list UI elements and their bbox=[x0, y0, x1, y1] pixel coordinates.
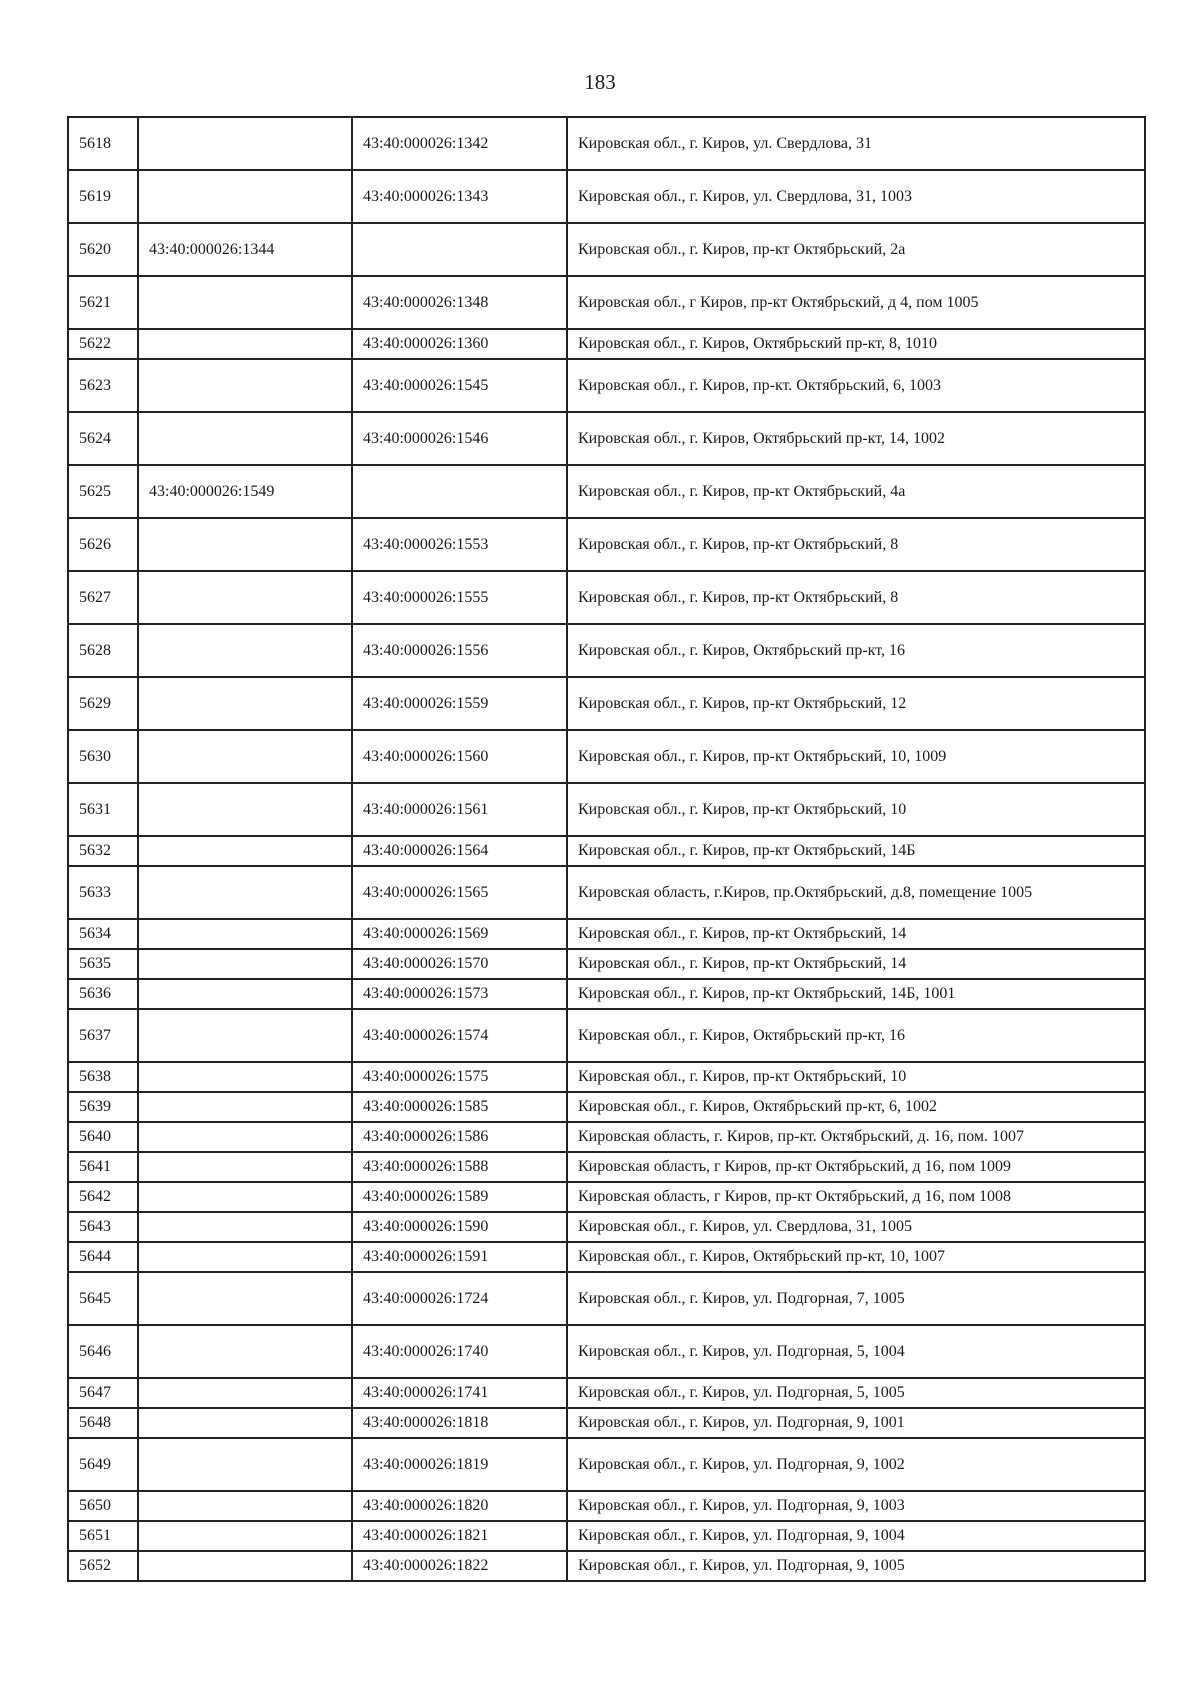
table-row bbox=[68, 1009, 1145, 1062]
table-row bbox=[68, 919, 1145, 949]
row-number-cell: 5631 bbox=[68, 783, 138, 836]
address-cell: Кировская обл., г. Киров, ул. Подгорная, 5, 1004 bbox=[567, 1325, 1145, 1378]
land-cadastral-number-cell bbox=[138, 949, 352, 979]
row-number-cell: 5634 bbox=[68, 919, 138, 949]
address-cell: Кировская обл., г. Киров, Октябрьский пр-кт, 10, 1007 bbox=[567, 1242, 1145, 1272]
address-cell: Кировская обл., г. Киров, пр-кт Октябрьский, 14Б, 1001 bbox=[567, 979, 1145, 1009]
row-number-cell: 5618 bbox=[68, 117, 138, 170]
row-number-cell: 5636 bbox=[68, 979, 138, 1009]
row-number-cell: 5632 bbox=[68, 836, 138, 866]
object-cadastral-number-cell: 43:40:000026:1348 bbox=[352, 276, 567, 329]
address-cell: Кировская обл., г. Киров, пр-кт Октябрьский, 2а bbox=[567, 223, 1145, 276]
row-number-cell: 5645 bbox=[68, 1272, 138, 1325]
land-cadastral-number-cell bbox=[138, 1272, 352, 1325]
object-cadastral-number-cell: 43:40:000026:1821 bbox=[352, 1521, 567, 1551]
table-row bbox=[68, 1062, 1145, 1092]
table-row bbox=[68, 730, 1145, 783]
address-cell: Кировская обл., г. Киров, Октябрьский пр-кт, 16 bbox=[567, 1009, 1145, 1062]
table-row bbox=[68, 276, 1145, 329]
land-cadastral-number-cell bbox=[138, 1325, 352, 1378]
table-row bbox=[68, 465, 1145, 518]
land-cadastral-number-cell: 43:40:000026:1344 bbox=[138, 223, 352, 276]
address-cell: Кировская обл., г. Киров, ул. Свердлова, 31, 1003 bbox=[567, 170, 1145, 223]
table-row bbox=[68, 170, 1145, 223]
object-cadastral-number-cell: 43:40:000026:1342 bbox=[352, 117, 567, 170]
object-cadastral-number-cell bbox=[352, 465, 567, 518]
row-number-cell: 5620 bbox=[68, 223, 138, 276]
table-row bbox=[68, 1438, 1145, 1491]
land-cadastral-number-cell bbox=[138, 571, 352, 624]
land-cadastral-number-cell bbox=[138, 1378, 352, 1408]
address-cell: Кировская обл., г. Киров, пр-кт Октябрьский, 8 bbox=[567, 518, 1145, 571]
row-number-cell: 5619 bbox=[68, 170, 138, 223]
address-cell: Кировская обл., г. Киров, Октябрьский пр-кт, 6, 1002 bbox=[567, 1092, 1145, 1122]
table-row bbox=[68, 1182, 1145, 1212]
row-number-cell: 5641 bbox=[68, 1152, 138, 1182]
table-row bbox=[68, 1092, 1145, 1122]
row-number-cell: 5644 bbox=[68, 1242, 138, 1272]
table-row bbox=[68, 571, 1145, 624]
address-cell: Кировская обл., г. Киров, пр-кт Октябрьский, 8 bbox=[567, 571, 1145, 624]
land-cadastral-number-cell bbox=[138, 329, 352, 359]
table-row bbox=[68, 836, 1145, 866]
object-cadastral-number-cell: 43:40:000026:1586 bbox=[352, 1122, 567, 1152]
row-number-cell: 5652 bbox=[68, 1551, 138, 1581]
row-number-cell: 5638 bbox=[68, 1062, 138, 1092]
address-cell: Кировская обл., г. Киров, Октябрьский пр-кт, 16 bbox=[567, 624, 1145, 677]
land-cadastral-number-cell bbox=[138, 518, 352, 571]
object-cadastral-number-cell: 43:40:000026:1569 bbox=[352, 919, 567, 949]
table-row bbox=[68, 1408, 1145, 1438]
object-cadastral-number-cell: 43:40:000026:1546 bbox=[352, 412, 567, 465]
object-cadastral-number-cell: 43:40:000026:1574 bbox=[352, 1009, 567, 1062]
page-number: 183 bbox=[584, 70, 616, 94]
land-cadastral-number-cell bbox=[138, 412, 352, 465]
address-cell: Кировская обл., г. Киров, ул. Подгорная, 9, 1001 bbox=[567, 1408, 1145, 1438]
row-number-cell: 5650 bbox=[68, 1491, 138, 1521]
object-cadastral-number-cell: 43:40:000026:1575 bbox=[352, 1062, 567, 1092]
land-cadastral-number-cell bbox=[138, 783, 352, 836]
row-number-cell: 5639 bbox=[68, 1092, 138, 1122]
object-cadastral-number-cell: 43:40:000026:1820 bbox=[352, 1491, 567, 1521]
address-cell: Кировская обл., г. Киров, Октябрьский пр-кт, 14, 1002 bbox=[567, 412, 1145, 465]
object-cadastral-number-cell: 43:40:000026:1573 bbox=[352, 979, 567, 1009]
row-number-cell: 5623 bbox=[68, 359, 138, 412]
table-row bbox=[68, 1378, 1145, 1408]
object-cadastral-number-cell: 43:40:000026:1591 bbox=[352, 1242, 567, 1272]
address-cell: Кировская обл., г. Киров, пр-кт Октябрьский, 10, 1009 bbox=[567, 730, 1145, 783]
object-cadastral-number-cell: 43:40:000026:1740 bbox=[352, 1325, 567, 1378]
land-cadastral-number-cell bbox=[138, 1212, 352, 1242]
address-cell: Кировская обл., г. Киров, пр-кт Октябрьский, 12 bbox=[567, 677, 1145, 730]
land-cadastral-number-cell bbox=[138, 170, 352, 223]
address-cell: Кировская обл., г. Киров, пр-кт Октябрьский, 14 bbox=[567, 919, 1145, 949]
row-number-cell: 5646 bbox=[68, 1325, 138, 1378]
object-cadastral-number-cell: 43:40:000026:1819 bbox=[352, 1438, 567, 1491]
row-number-cell: 5637 bbox=[68, 1009, 138, 1062]
registry-table bbox=[67, 116, 1146, 1582]
land-cadastral-number-cell bbox=[138, 836, 352, 866]
land-cadastral-number-cell bbox=[138, 919, 352, 949]
table-row bbox=[68, 359, 1145, 412]
land-cadastral-number-cell: 43:40:000026:1549 bbox=[138, 465, 352, 518]
object-cadastral-number-cell: 43:40:000026:1559 bbox=[352, 677, 567, 730]
land-cadastral-number-cell bbox=[138, 1551, 352, 1581]
object-cadastral-number-cell: 43:40:000026:1565 bbox=[352, 866, 567, 919]
row-number-cell: 5640 bbox=[68, 1122, 138, 1152]
address-cell: Кировская область, г Киров, пр-кт Октябрьский, д 16, пом 1009 bbox=[567, 1152, 1145, 1182]
address-cell: Кировская обл., г. Киров, пр-кт Октябрьский, 14 bbox=[567, 949, 1145, 979]
table-row bbox=[68, 1152, 1145, 1182]
table-row bbox=[68, 979, 1145, 1009]
table-row bbox=[68, 1122, 1145, 1152]
address-cell: Кировская обл., г. Киров, ул. Подгорная, 9, 1003 bbox=[567, 1491, 1145, 1521]
address-cell: Кировская обл., г. Киров, ул. Свердлова, 31 bbox=[567, 117, 1145, 170]
object-cadastral-number-cell bbox=[352, 223, 567, 276]
row-number-cell: 5633 bbox=[68, 866, 138, 919]
table-row bbox=[68, 677, 1145, 730]
row-number-cell: 5630 bbox=[68, 730, 138, 783]
object-cadastral-number-cell: 43:40:000026:1585 bbox=[352, 1092, 567, 1122]
table-row bbox=[68, 949, 1145, 979]
address-cell: Кировская область, г. Киров, пр-кт. Октябрьский, д. 16, пом. 1007 bbox=[567, 1122, 1145, 1152]
address-cell: Кировская обл., г. Киров, пр-кт Октябрьский, 14Б bbox=[567, 836, 1145, 866]
object-cadastral-number-cell: 43:40:000026:1570 bbox=[352, 949, 567, 979]
object-cadastral-number-cell: 43:40:000026:1561 bbox=[352, 783, 567, 836]
land-cadastral-number-cell bbox=[138, 359, 352, 412]
row-number-cell: 5626 bbox=[68, 518, 138, 571]
address-cell: Кировская обл., г. Киров, ул. Подгорная, 9, 1002 bbox=[567, 1438, 1145, 1491]
table-row bbox=[68, 329, 1145, 359]
row-number-cell: 5642 bbox=[68, 1182, 138, 1212]
address-cell: Кировская обл., г. Киров, пр-кт Октябрьский, 10 bbox=[567, 783, 1145, 836]
land-cadastral-number-cell bbox=[138, 117, 352, 170]
address-cell: Кировская обл., г. Киров, ул. Подгорная, 7, 1005 bbox=[567, 1272, 1145, 1325]
address-cell: Кировская область, г Киров, пр-кт Октябрьский, д 16, пом 1008 bbox=[567, 1182, 1145, 1212]
object-cadastral-number-cell: 43:40:000026:1741 bbox=[352, 1378, 567, 1408]
address-cell: Кировская обл., г. Киров, Октябрьский пр-кт, 8, 1010 bbox=[567, 329, 1145, 359]
land-cadastral-number-cell bbox=[138, 1491, 352, 1521]
address-cell: Кировская обл., г Киров, пр-кт Октябрьский, д 4, пом 1005 bbox=[567, 276, 1145, 329]
land-cadastral-number-cell bbox=[138, 677, 352, 730]
row-number-cell: 5649 bbox=[68, 1438, 138, 1491]
object-cadastral-number-cell: 43:40:000026:1590 bbox=[352, 1212, 567, 1242]
row-number-cell: 5629 bbox=[68, 677, 138, 730]
row-number-cell: 5622 bbox=[68, 329, 138, 359]
object-cadastral-number-cell: 43:40:000026:1822 bbox=[352, 1551, 567, 1581]
object-cadastral-number-cell: 43:40:000026:1545 bbox=[352, 359, 567, 412]
table-row bbox=[68, 624, 1145, 677]
land-cadastral-number-cell bbox=[138, 1152, 352, 1182]
address-cell: Кировская обл., г. Киров, ул. Подгорная, 9, 1004 bbox=[567, 1521, 1145, 1551]
land-cadastral-number-cell bbox=[138, 1438, 352, 1491]
table-row bbox=[68, 1212, 1145, 1242]
table-row bbox=[68, 866, 1145, 919]
table-row bbox=[68, 1551, 1145, 1581]
row-number-cell: 5651 bbox=[68, 1521, 138, 1551]
object-cadastral-number-cell: 43:40:000026:1555 bbox=[352, 571, 567, 624]
land-cadastral-number-cell bbox=[138, 624, 352, 677]
object-cadastral-number-cell: 43:40:000026:1588 bbox=[352, 1152, 567, 1182]
land-cadastral-number-cell bbox=[138, 1242, 352, 1272]
row-number-cell: 5625 bbox=[68, 465, 138, 518]
row-number-cell: 5621 bbox=[68, 276, 138, 329]
land-cadastral-number-cell bbox=[138, 1521, 352, 1551]
land-cadastral-number-cell bbox=[138, 1182, 352, 1212]
object-cadastral-number-cell: 43:40:000026:1564 bbox=[352, 836, 567, 866]
land-cadastral-number-cell bbox=[138, 979, 352, 1009]
land-cadastral-number-cell bbox=[138, 1122, 352, 1152]
table-row bbox=[68, 783, 1145, 836]
land-cadastral-number-cell bbox=[138, 1092, 352, 1122]
table-row bbox=[68, 518, 1145, 571]
table-row bbox=[68, 1491, 1145, 1521]
row-number-cell: 5647 bbox=[68, 1378, 138, 1408]
table-row bbox=[68, 223, 1145, 276]
row-number-cell: 5628 bbox=[68, 624, 138, 677]
land-cadastral-number-cell bbox=[138, 276, 352, 329]
object-cadastral-number-cell: 43:40:000026:1724 bbox=[352, 1272, 567, 1325]
land-cadastral-number-cell bbox=[138, 1408, 352, 1438]
table-row bbox=[68, 1242, 1145, 1272]
land-cadastral-number-cell bbox=[138, 730, 352, 783]
object-cadastral-number-cell: 43:40:000026:1343 bbox=[352, 170, 567, 223]
row-number-cell: 5627 bbox=[68, 571, 138, 624]
table-row bbox=[68, 1325, 1145, 1378]
object-cadastral-number-cell: 43:40:000026:1818 bbox=[352, 1408, 567, 1438]
address-cell: Кировская обл., г. Киров, ул. Подгорная, 5, 1005 bbox=[567, 1378, 1145, 1408]
object-cadastral-number-cell: 43:40:000026:1360 bbox=[352, 329, 567, 359]
table-row bbox=[68, 1521, 1145, 1551]
address-cell: Кировская обл., г. Киров, пр-кт. Октябрьский, 6, 1003 bbox=[567, 359, 1145, 412]
table-row bbox=[68, 1272, 1145, 1325]
table-row bbox=[68, 117, 1145, 170]
registry-table-body bbox=[68, 117, 1145, 1581]
address-cell: Кировская обл., г. Киров, ул. Подгорная, 9, 1005 bbox=[567, 1551, 1145, 1581]
row-number-cell: 5624 bbox=[68, 412, 138, 465]
land-cadastral-number-cell bbox=[138, 1009, 352, 1062]
address-cell: Кировская обл., г. Киров, ул. Свердлова, 31, 1005 bbox=[567, 1212, 1145, 1242]
row-number-cell: 5643 bbox=[68, 1212, 138, 1242]
address-cell: Кировская обл., г. Киров, пр-кт Октябрьский, 10 bbox=[567, 1062, 1145, 1092]
object-cadastral-number-cell: 43:40:000026:1560 bbox=[352, 730, 567, 783]
row-number-cell: 5635 bbox=[68, 949, 138, 979]
table-row bbox=[68, 412, 1145, 465]
object-cadastral-number-cell: 43:40:000026:1589 bbox=[352, 1182, 567, 1212]
land-cadastral-number-cell bbox=[138, 866, 352, 919]
land-cadastral-number-cell bbox=[138, 1062, 352, 1092]
object-cadastral-number-cell: 43:40:000026:1553 bbox=[352, 518, 567, 571]
address-cell: Кировская обл., г. Киров, пр-кт Октябрьский, 4а bbox=[567, 465, 1145, 518]
row-number-cell: 5648 bbox=[68, 1408, 138, 1438]
address-cell: Кировская область, г.Киров, пр.Октябрьский, д.8, помещение 1005 bbox=[567, 866, 1145, 919]
object-cadastral-number-cell: 43:40:000026:1556 bbox=[352, 624, 567, 677]
